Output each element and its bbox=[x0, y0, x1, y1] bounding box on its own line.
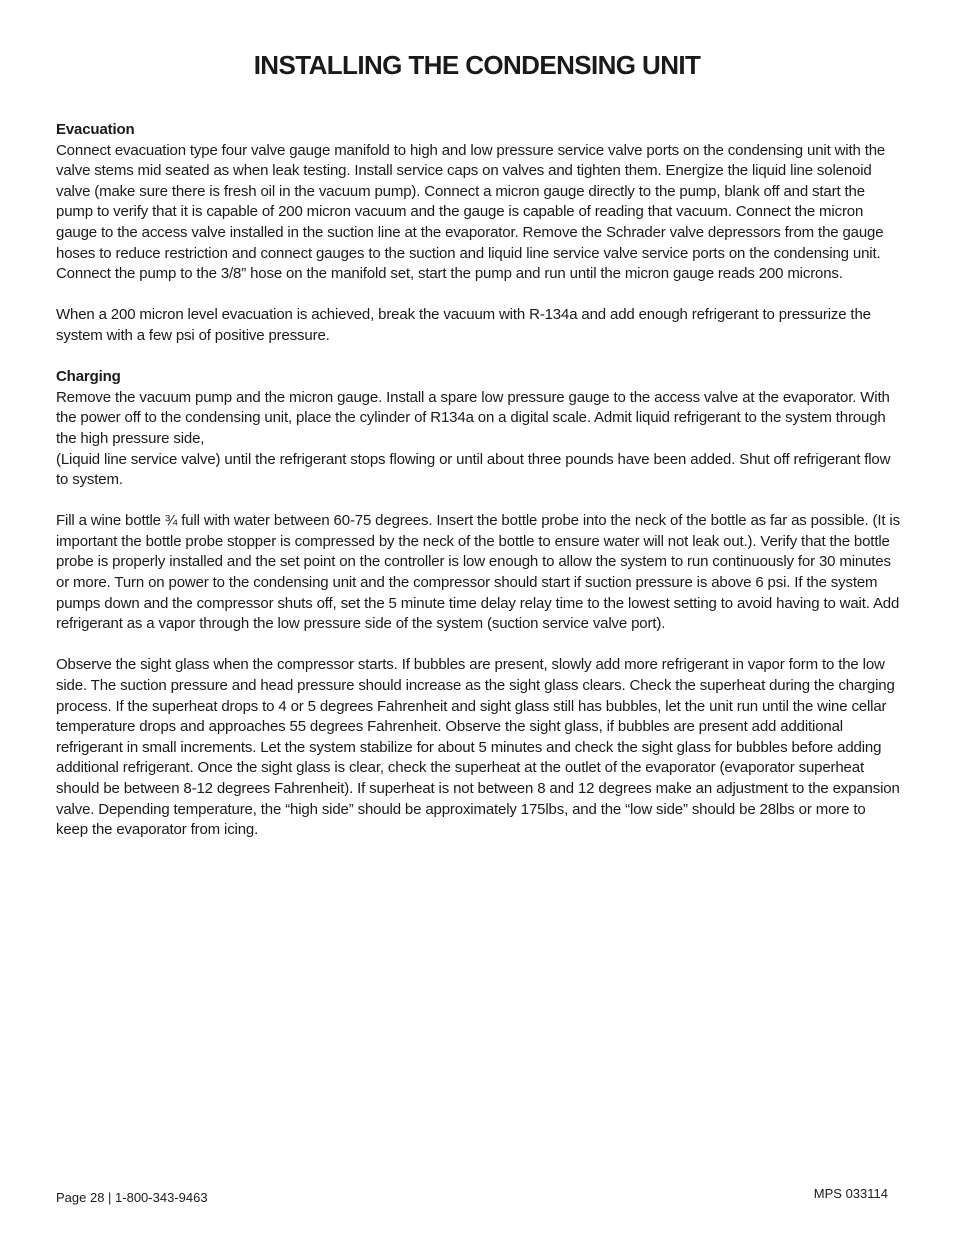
footer-document-code: MPS 033114 bbox=[813, 1186, 888, 1201]
page-title: INSTALLING THE CONDENSING UNIT bbox=[253, 50, 701, 80]
charging-paragraph-1a: Remove the vacuum pump and the micron gauge. Install a spare low pressure gauge to the access valve at the evaporator. With the power off to the condensing unit, place the cylinder of R134a on a digital scale. Admit liquid refrigerant to the system through the high pressure side, bbox=[56, 388, 890, 447]
section-heading-charging: Charging bbox=[56, 368, 121, 386]
footer-page-number: Page 28 | 1-800-343-9463 bbox=[56, 1190, 208, 1205]
charging-paragraph-2: Fill a wine bottle ¾ full with water between 60-75 degrees. Insert the bottle probe into the neck of the bottle as far as possible. (It is important the bottle probe stopper is compressed by the neck of the bottle to ensure water will not leak out.). Verify that the bottle probe is properly installed and the set point on the controller is low enough to allow the system to run continuously for 30 minutes or more. Turn on power to the condensing unit and the compressor should start if suction pressure is above 6 psi. If the system pumps down and the compressor shuts off, set the 5 minute time delay relay time to the lowest setting to avoid having to wait. Add refrigerant as a vapor through the low pressure side of the system (suction service valve port). bbox=[56, 512, 900, 633]
section-evacuation bbox=[56, 120, 900, 347]
section-heading-evacuation: Evacuation bbox=[56, 121, 135, 138]
document-body bbox=[56, 120, 900, 861]
charging-paragraph-3: Observe the sight glass when the compressor starts. If bubbles are present, slowly add more refrigerant in vapor form to the low side. The suction pressure and head pressure should increase as the sight glass clears. Check the superheat during the charging process. If the superheat drops to 4 or 5 degrees Fahrenheit and sight glass still has bubbles, let the unit run until the wine cellar temperature drops and approaches 55 degrees Fahrenheit. Observe the sight glass, if bubbles are present add additional refrigerant in small increments. Let the system stabilize for about 5 minutes and check the sight glass for bubbles before adding additional refrigerant. Once the sight glass is clear, check the superheat at the outlet of the evaporator (evaporator superheat should be between 8-12 degrees Fahrenheit). If superheat is not between 8 and 12 degrees make an adjustment to the expansion valve. Depending temperature, the “high side” should be approximately 175lbs, and the “low side” should be 28lbs or more to keep the evaporator from icing. bbox=[56, 656, 900, 839]
evacuation-paragraph-1: Connect evacuation type four valve gauge manifold to high and low pressure service valve ports on the condensing unit with the valve stems mid seated as when leak testing. Install service caps on valves and tighten them. Energize the liquid line solenoid valve (make sure there is fresh oil in the vacuum pump). Connect a micron gauge directly to the pump, blank off and start the pump to verify that it is capable of 200 micron vacuum and the gauge is capable of reading that vacuum. Connect the micron gauge to the access valve installed in the suction line at the evaporator. Remove the Schrader valve depressors from the gauge hoses to reduce restriction and connect gauges to the suction and liquid line service valve service ports on the condensing unit. Connect the pump to the 3/8” hose on the manifold set, start the pump and run until the micron gauge reads 200 microns. bbox=[56, 141, 886, 283]
section-charging bbox=[56, 367, 900, 841]
charging-paragraph-1b: (Liquid line service valve) until the refrigerant stops flowing or until about three pounds have been added. Shut off refrigerant flow to system. bbox=[56, 450, 891, 489]
evacuation-paragraph-2: When a 200 micron level evacuation is achieved, break the vacuum with R-134a and add enough refrigerant to pressurize the system with a few psi of positive pressure. bbox=[56, 306, 871, 344]
